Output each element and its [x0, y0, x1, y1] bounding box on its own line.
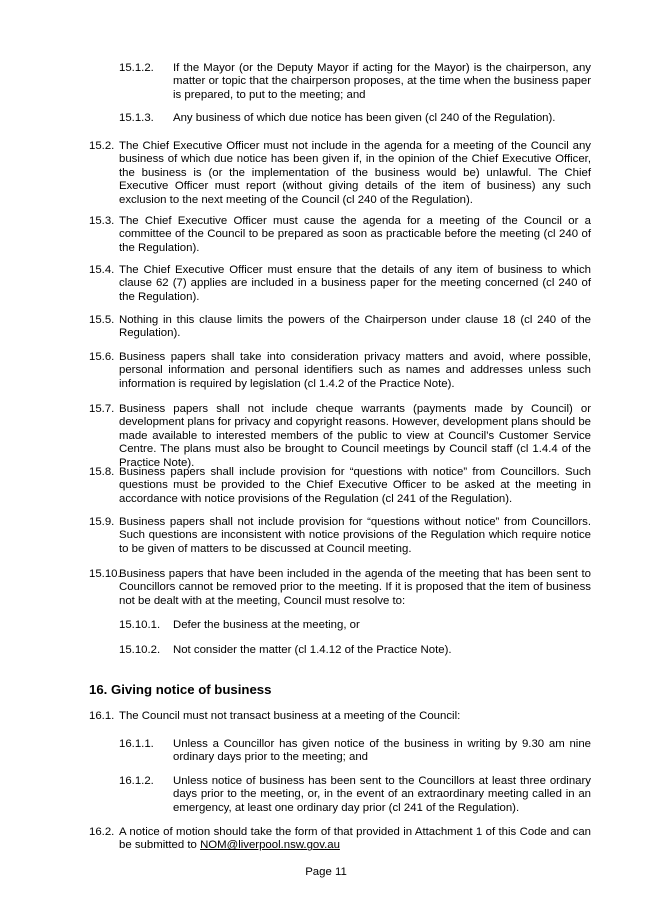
clause-text: The Council must not transact business at a meeting of the Council: — [119, 710, 461, 722]
clause-text: Not consider the matter (cl 1.4.12 of the Practice Note). — [173, 644, 452, 656]
clause-number: 16.1.1. — [119, 738, 154, 750]
clause-text: Business papers that have been included in the agenda of the meeting that has been sent to Councillors cannot be removed prior to the meeting. If it is proposed that the item of business not be dealt with at the meeting, Council must resolve to: — [119, 568, 591, 607]
clause-number: 15.9. — [89, 516, 115, 528]
clause-number: 16.2. — [89, 826, 115, 838]
clause-number: 15.6. — [89, 351, 115, 363]
clause-text: The Chief Executive Officer must not include in the agenda for a meeting of the Council any business of which due notice has been given if, in the opinion of the Chief Executive Officer, the business is (or the implementation of the business would be) unlawful. The Chief Executive Officer must report (without giving details of the item of business) any such exclusion to the next meeting of the Council (cl 240 of the Regulation). — [119, 140, 591, 206]
page-number: Page 11 — [305, 866, 347, 878]
clause-text: The Chief Executive Officer must cause the agenda for a meeting of the Council or a committee of the Council to be prepared as soon as practicable before the meeting (cl 240 of the Regulation). — [119, 215, 591, 254]
clause-number: 15.3. — [89, 215, 115, 227]
clause-number: 15.10.1. — [119, 619, 161, 631]
clause-number: 15.2. — [89, 140, 115, 152]
clause-text: Nothing in this clause limits the powers of the Chairperson under clause 18 (cl 240 of the Regulation). — [119, 314, 591, 340]
clause-number: 15.1.2. — [119, 62, 154, 74]
clause-text — [119, 826, 591, 853]
clause-text: If the Mayor (or the Deputy Mayor if acting for the Mayor) is the chairperson, any matter or topic that the chairperson proposes, at the time when the business paper is prepared, to put to the meeting; and — [173, 62, 591, 101]
clause-number: 16.1.2. — [119, 775, 154, 787]
clause-text: Business papers shall take into consideration privacy matters and avoid, where possible, personal information and personal identifiers such as names and addresses unless such information is required by legislation (cl 1.4.2 of the Practice Note). — [119, 351, 591, 390]
clause-number: 15.1.3. — [119, 112, 154, 124]
clause-text: Business papers shall not include cheque warrants (payments made by Council) or development plans for privacy and copyright reasons. However, development plans should be made available to interested members of the public to view at Council’s Customer Service Centre. The plans must also be brought to Council meetings by Council staff (cl 1.4.4 of the Practice Note). — [119, 403, 591, 469]
clause-number: 15.10.2. — [119, 644, 161, 656]
clause-text: Unless a Councillor has given notice of the business in writing by 9.30 am nine ordinary days prior to the meeting; and — [173, 738, 591, 764]
clause-text: Defer the business at the meeting, or — [173, 619, 360, 631]
section-heading: 16. Giving notice of business — [89, 682, 272, 697]
clause-number: 15.5. — [89, 314, 115, 326]
clause-number: 16.1. — [89, 710, 115, 722]
clause-text-body: A notice of motion should take the form of that provided in Attachment 1 of this Code and can be submitted to — [119, 826, 591, 852]
clause-number: 15.8. — [89, 466, 115, 478]
email-link[interactable]: NOM@liverpool.nsw.gov.au — [200, 839, 340, 852]
clause-text: The Chief Executive Officer must ensure that the details of any item of business to which clause 62 (7) applies are included in a business paper for the meeting concerned (cl 240 of the Regulation). — [119, 264, 591, 303]
clause-text: Unless notice of business has been sent to the Councillors at least three ordinary days prior to the meeting, or, in the event of an extraordinary meeting called in an emergency, at least one ordinary day prior (cl 241 of the Regulation). — [173, 775, 591, 814]
clause-number: 15.10. — [89, 568, 121, 580]
clause-number: 15.4. — [89, 264, 115, 276]
clause-text: Business papers shall include provision for “questions with notice” from Councillors. Such questions must be provided to the Chief Executive Officer to be asked at the meeting in accordance with notice provisions of the Regulation (cl 241 of the Regulation). — [119, 466, 591, 505]
clause-text: Any business of which due notice has been given (cl 240 of the Regulation). — [173, 112, 556, 124]
clause-text: Business papers shall not include provision for “questions without notice” from Councillors. Such questions are inconsistent with notice provisions of the Regulation which require notice to be given of matters to be discussed at Council meeting. — [119, 516, 591, 555]
clause-number: 15.7. — [89, 403, 115, 415]
